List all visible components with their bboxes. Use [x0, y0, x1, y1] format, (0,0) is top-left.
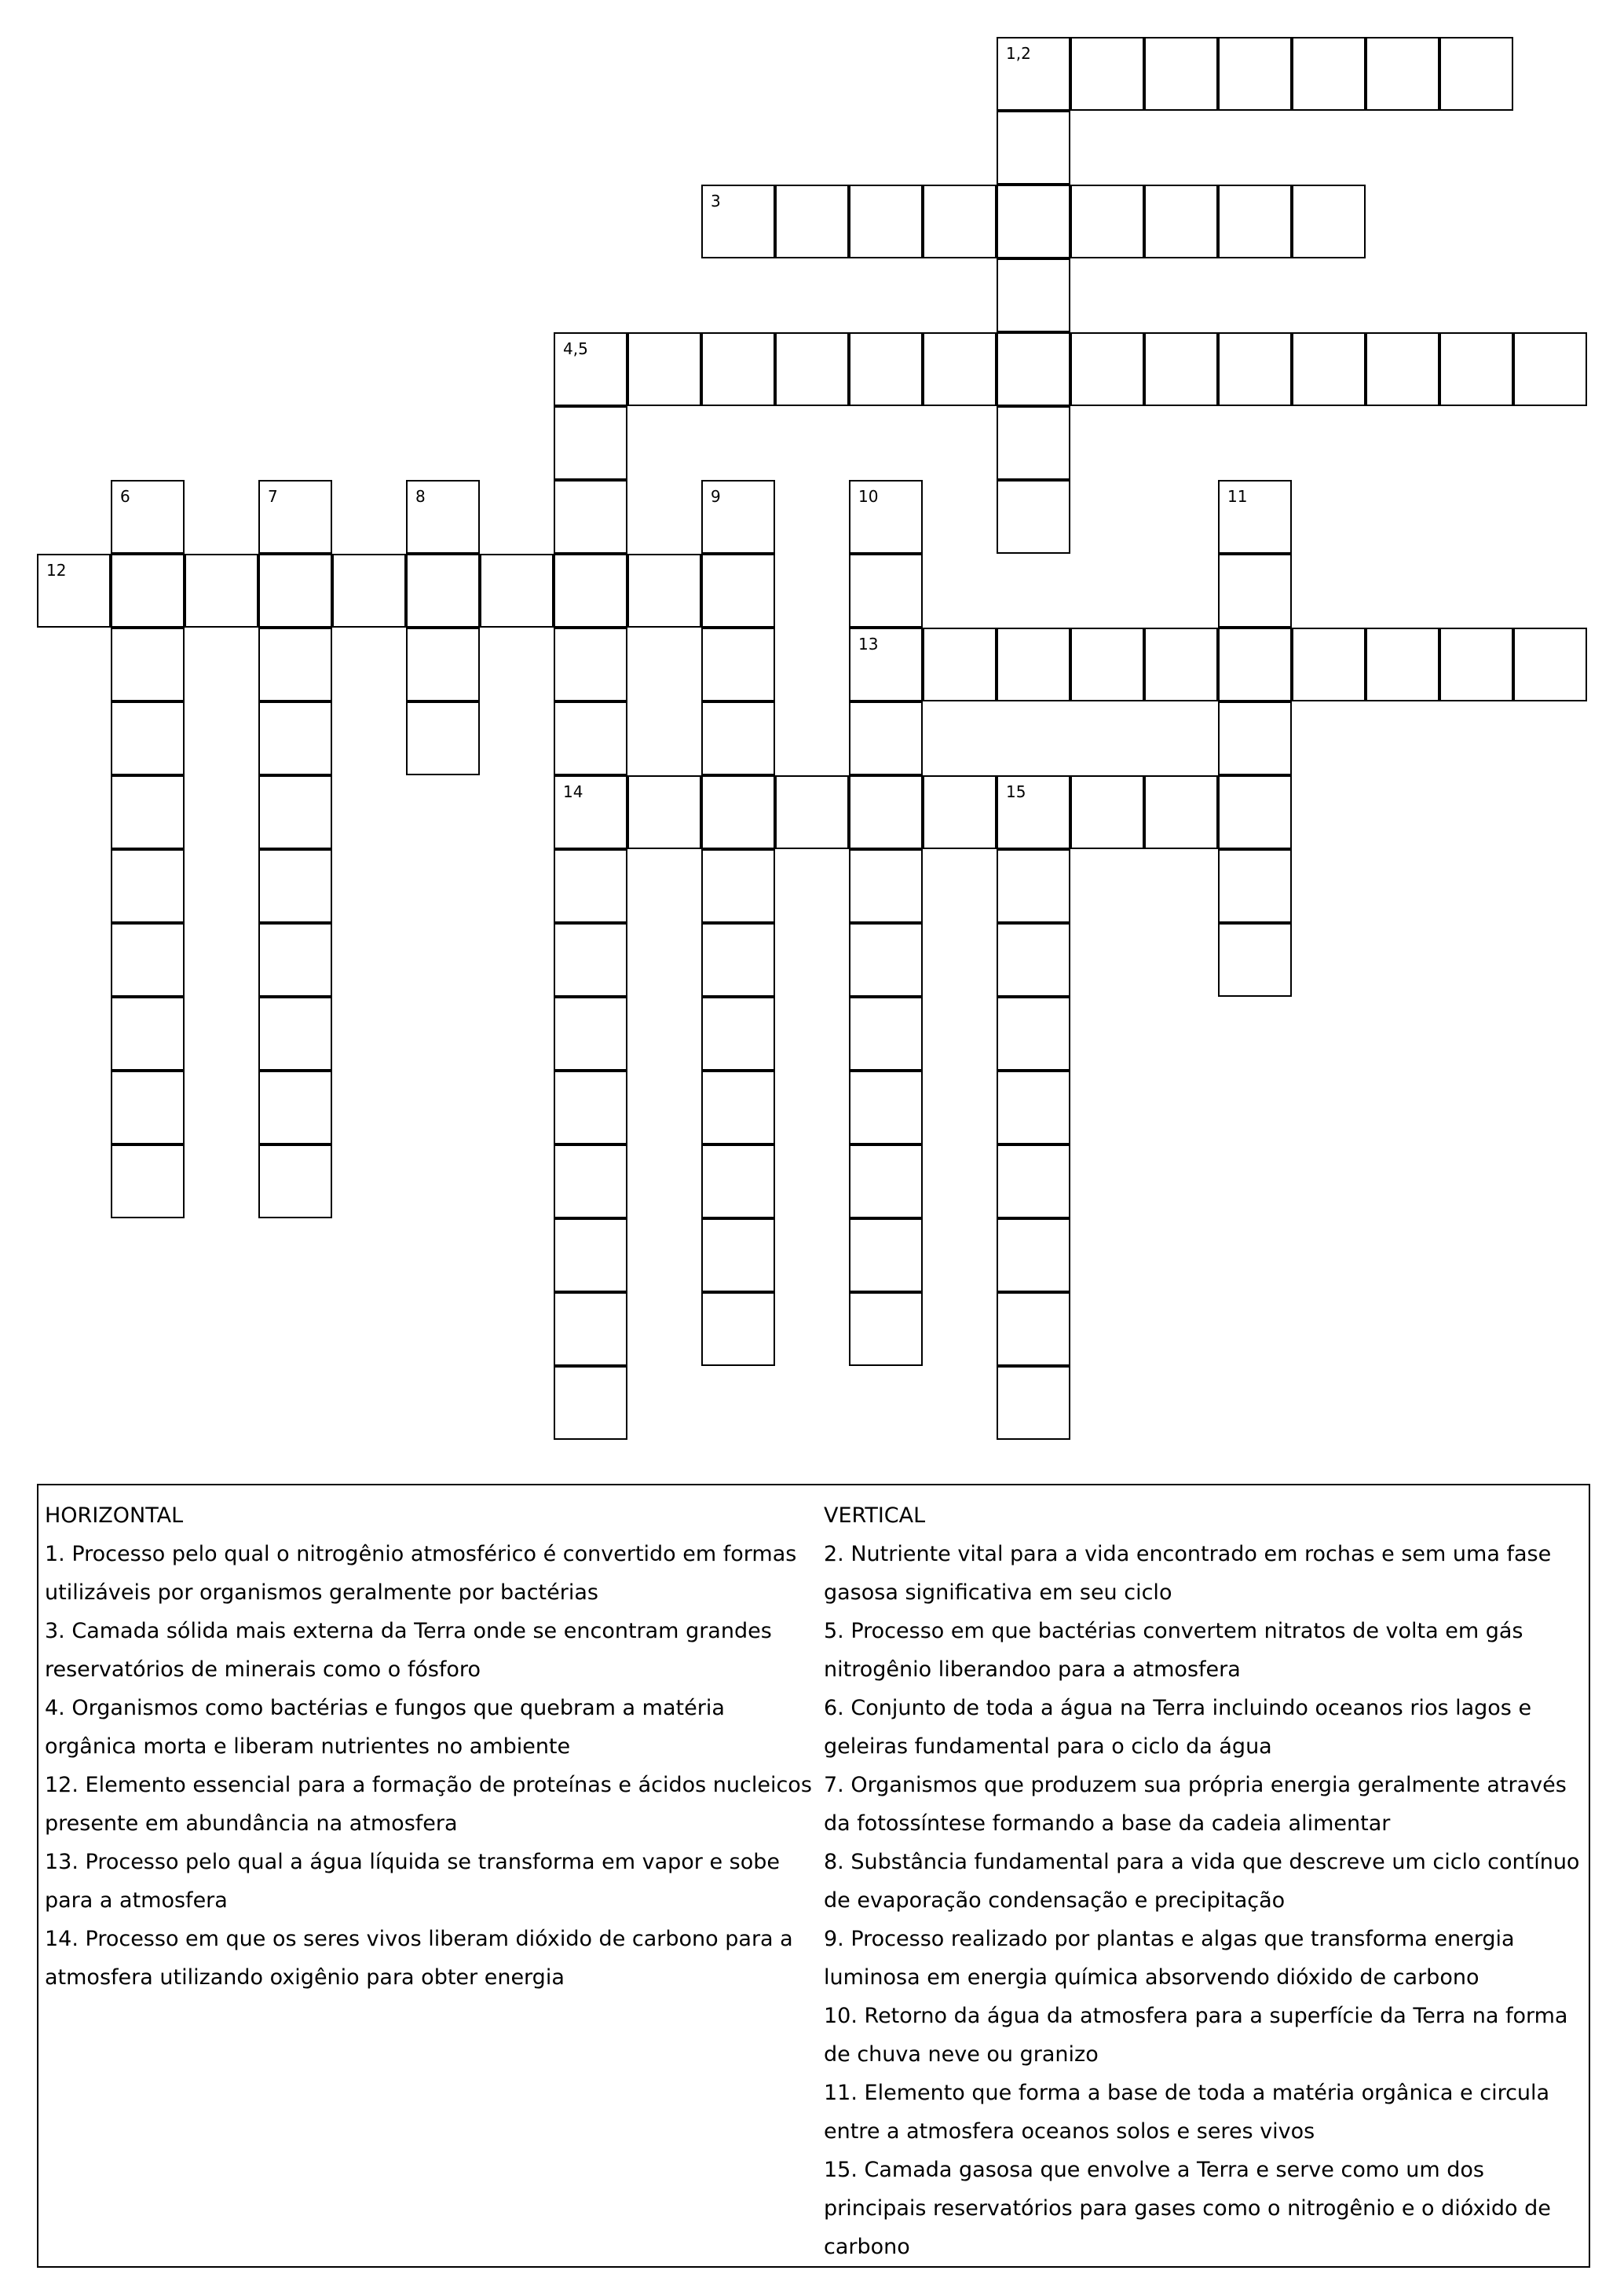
crossword-cell[interactable] — [997, 332, 1070, 406]
crossword-cell[interactable] — [1144, 628, 1218, 701]
crossword-cell[interactable] — [1218, 480, 1292, 554]
crossword-cell[interactable] — [1218, 332, 1292, 406]
crossword-cell[interactable] — [923, 628, 997, 701]
crossword-cell[interactable] — [849, 1071, 923, 1144]
crossword-cell[interactable] — [1070, 185, 1144, 258]
crossword-cell[interactable] — [997, 111, 1070, 185]
crossword-cell[interactable] — [1218, 37, 1292, 111]
crossword-cell[interactable] — [1218, 701, 1292, 775]
crossword-cell[interactable] — [1218, 775, 1292, 849]
crossword-cell[interactable] — [849, 775, 923, 849]
horizontal-title: HORIZONTAL — [45, 1503, 184, 1528]
crossword-cell[interactable] — [1292, 332, 1366, 406]
crossword-cell[interactable] — [1439, 37, 1513, 111]
crossword-cell[interactable] — [1218, 628, 1292, 701]
clue-h-3: 3. Camada sólida mais externa da Terra onde se encontram grandes reservatórios de minerais como o fósforo — [45, 1619, 772, 1682]
crossword-cell[interactable] — [701, 332, 775, 406]
clue-v-6: 6. Conjunto de toda a água na Terra incluindo oceanos rios lagos e geleiras fundamental para o ciclo da água — [824, 1696, 1532, 1759]
crossword-cell[interactable] — [1292, 628, 1366, 701]
crossword-cell[interactable] — [701, 923, 775, 997]
crossword-cell[interactable] — [406, 480, 480, 554]
horizontal-clues — [45, 1496, 822, 1997]
clue-h-14: 14. Processo em que os seres vivos liberam dióxido de carbono para a atmosfera utilizando oxigênio para obter energia — [45, 1927, 793, 1990]
clue-number: 4,5 — [563, 339, 588, 358]
vertical-clues — [824, 1496, 1586, 2266]
vertical-title: VERTICAL — [824, 1503, 926, 1528]
crossword-cell[interactable] — [258, 628, 332, 701]
crossword-cell[interactable] — [554, 628, 627, 701]
crossword-cell[interactable] — [775, 185, 849, 258]
crossword-cell[interactable] — [406, 554, 480, 628]
clue-number: 8 — [415, 487, 426, 506]
crossword-cell[interactable] — [406, 628, 480, 701]
crossword-cell[interactable] — [701, 185, 775, 258]
crossword-cell[interactable] — [258, 480, 332, 554]
crossword-cell[interactable] — [258, 701, 332, 775]
clue-v-8: 8. Substância fundamental para a vida que descreve um ciclo contínuo de evaporação condensação e precipitação — [824, 1850, 1580, 1913]
crossword-cell[interactable] — [997, 923, 1070, 997]
crossword-cell[interactable] — [1218, 849, 1292, 923]
crossword-cell[interactable] — [1070, 332, 1144, 406]
crossword-cell[interactable] — [185, 554, 258, 628]
crossword-cell[interactable] — [923, 185, 997, 258]
crossword-cell[interactable] — [775, 775, 849, 849]
crossword-cell[interactable] — [997, 480, 1070, 554]
clue-h-1: 1. Processo pelo qual o nitrogênio atmosférico é convertido em formas utilizáveis por organismos geralmente por bactérias — [45, 1542, 797, 1605]
crossword-cell[interactable] — [701, 480, 775, 554]
crossword-cell[interactable] — [111, 701, 185, 775]
crossword-cell[interactable] — [997, 1218, 1070, 1292]
crossword-cell[interactable] — [258, 554, 332, 628]
clue-number: 1,2 — [1006, 44, 1031, 63]
crossword-cell[interactable] — [111, 628, 185, 701]
clue-v-15: 15. Camada gasosa que envolve a Terra e serve como um dos principais reservatórios para gases como o nitrogênio e o dióxido de carbono — [824, 2158, 1551, 2259]
crossword-cell[interactable] — [111, 554, 185, 628]
clue-number: 6 — [120, 487, 130, 506]
crossword-cell[interactable] — [923, 332, 997, 406]
crossword-cell[interactable] — [1366, 628, 1439, 701]
clue-v-11: 11. Elemento que forma a base de toda a matéria orgânica e circula entre a atmosfera oceanos solos e seres vivos — [824, 2081, 1550, 2144]
clue-v-5: 5. Processo em que bactérias convertem nitratos de volta em gás nitrogênio liberandoo para a atmosfera — [824, 1619, 1523, 1682]
crossword-cell[interactable] — [111, 923, 185, 997]
crossword-cell[interactable] — [849, 332, 923, 406]
crossword-cell[interactable] — [554, 997, 627, 1071]
clues-box — [37, 1484, 1590, 2268]
crossword-cell[interactable] — [627, 775, 701, 849]
crossword-cell[interactable] — [997, 37, 1070, 111]
clue-number: 12 — [46, 561, 67, 580]
crossword-cell[interactable] — [997, 185, 1070, 258]
crossword-cell[interactable] — [1144, 37, 1218, 111]
clue-number: 10 — [858, 487, 879, 506]
crossword-cell[interactable] — [258, 849, 332, 923]
crossword-cell[interactable] — [554, 332, 627, 406]
crossword-cell[interactable] — [701, 1071, 775, 1144]
crossword-cell[interactable] — [1513, 332, 1587, 406]
crossword-cell[interactable] — [111, 1071, 185, 1144]
crossword-cell[interactable] — [1144, 332, 1218, 406]
clue-v-10: 10. Retorno da água da atmosfera para a superfície da Terra na forma de chuva neve ou granizo — [824, 2004, 1568, 2067]
crossword-cell[interactable] — [701, 1292, 775, 1366]
crossword-cell[interactable] — [849, 185, 923, 258]
crossword-cell[interactable] — [1218, 185, 1292, 258]
crossword-cell[interactable] — [111, 997, 185, 1071]
crossword-cell[interactable] — [849, 554, 923, 628]
crossword-cell[interactable] — [849, 480, 923, 554]
clue-number: 7 — [268, 487, 278, 506]
clue-h-13: 13. Processo pelo qual a água líquida se transforma em vapor e sobe para a atmosfera — [45, 1850, 780, 1913]
crossword-cell[interactable] — [1070, 628, 1144, 701]
clue-number: 15 — [1006, 782, 1026, 801]
crossword-cell[interactable] — [1292, 185, 1366, 258]
crossword-cell[interactable] — [37, 554, 111, 628]
crossword-cell[interactable] — [997, 406, 1070, 480]
crossword-cell[interactable] — [701, 628, 775, 701]
crossword-cell[interactable] — [849, 1144, 923, 1218]
crossword-cell[interactable] — [849, 1292, 923, 1366]
crossword-cell[interactable] — [554, 1071, 627, 1144]
crossword-cell[interactable] — [849, 628, 923, 701]
crossword-cell[interactable] — [1366, 37, 1439, 111]
crossword-cell[interactable] — [406, 701, 480, 775]
crossword-cell[interactable] — [849, 923, 923, 997]
crossword-cell[interactable] — [1218, 554, 1292, 628]
crossword-cell[interactable] — [258, 923, 332, 997]
crossword-cell[interactable] — [554, 406, 627, 480]
crossword-cell[interactable] — [554, 1218, 627, 1292]
crossword-cell[interactable] — [1513, 628, 1587, 701]
clue-number: 3 — [711, 192, 721, 211]
crossword-cell[interactable] — [997, 997, 1070, 1071]
clue-v-2: 2. Nutriente vital para a vida encontrado em rochas e sem uma fase gasosa significativa em seu ciclo — [824, 1542, 1552, 1605]
crossword-cell[interactable] — [627, 554, 701, 628]
crossword-cell[interactable] — [554, 1366, 627, 1440]
crossword-cell[interactable] — [997, 849, 1070, 923]
crossword-cell[interactable] — [332, 554, 406, 628]
crossword-cell[interactable] — [997, 1292, 1070, 1366]
crossword-cell[interactable] — [701, 1218, 775, 1292]
crossword-cell[interactable] — [1070, 37, 1144, 111]
crossword-cell[interactable] — [554, 849, 627, 923]
clue-h-12: 12. Elemento essencial para a formação de proteínas e ácidos nucleicos presente em abundância na atmosfera — [45, 1773, 812, 1836]
crossword-cell[interactable] — [1439, 332, 1513, 406]
crossword-cell[interactable] — [997, 258, 1070, 332]
crossword-cell[interactable] — [258, 997, 332, 1071]
crossword-cell[interactable] — [554, 701, 627, 775]
crossword-cell[interactable] — [1144, 775, 1218, 849]
crossword-cell[interactable] — [111, 480, 185, 554]
crossword-cell[interactable] — [849, 701, 923, 775]
crossword-cell[interactable] — [1218, 923, 1292, 997]
crossword-cell[interactable] — [554, 775, 627, 849]
crossword-cell[interactable] — [701, 554, 775, 628]
crossword-cell[interactable] — [627, 332, 701, 406]
clue-number: 13 — [858, 635, 879, 654]
crossword-cell[interactable] — [1292, 37, 1366, 111]
crossword-cell[interactable] — [849, 997, 923, 1071]
clue-number: 14 — [563, 782, 583, 801]
crossword-cell[interactable] — [258, 775, 332, 849]
crossword-cell[interactable] — [111, 849, 185, 923]
crossword-cell[interactable] — [1439, 628, 1513, 701]
clue-v-7: 7. Organismos que produzem sua própria energia geralmente através da fotossíntese formando a base da cadeia alimentar — [824, 1773, 1567, 1836]
crossword-cell[interactable] — [554, 923, 627, 997]
crossword-cell[interactable] — [701, 997, 775, 1071]
crossword-cell[interactable] — [480, 554, 554, 628]
crossword-cell[interactable] — [554, 480, 627, 554]
crossword-cell[interactable] — [258, 1071, 332, 1144]
crossword-cell[interactable] — [997, 775, 1070, 849]
crossword-cell[interactable] — [701, 701, 775, 775]
crossword-cell[interactable] — [1144, 185, 1218, 258]
crossword-cell[interactable] — [554, 1144, 627, 1218]
crossword-cell[interactable] — [775, 332, 849, 406]
crossword-cell[interactable] — [997, 1366, 1070, 1440]
crossword-cell[interactable] — [849, 849, 923, 923]
crossword-cell[interactable] — [554, 554, 627, 628]
crossword-cell[interactable] — [701, 849, 775, 923]
clue-h-4: 4. Organismos como bactérias e fungos que quebram a matéria orgânica morta e liberam nutrientes no ambiente — [45, 1696, 725, 1759]
clue-number: 9 — [711, 487, 721, 506]
crossword-cell[interactable] — [997, 1071, 1070, 1144]
crossword-cell[interactable] — [554, 1292, 627, 1366]
clue-v-9: 9. Processo realizado por plantas e algas que transforma energia luminosa em energia química absorvendo dióxido de carbono — [824, 1927, 1515, 1990]
crossword-cell[interactable] — [997, 1144, 1070, 1218]
crossword-cell[interactable] — [701, 1144, 775, 1218]
crossword-cell[interactable] — [849, 1218, 923, 1292]
crossword-cell[interactable] — [1070, 775, 1144, 849]
crossword-cell[interactable] — [1366, 332, 1439, 406]
clue-number: 11 — [1227, 487, 1248, 506]
crossword-cell[interactable] — [111, 775, 185, 849]
crossword-cell[interactable] — [701, 775, 775, 849]
crossword-cell[interactable] — [923, 775, 997, 849]
crossword-cell[interactable] — [258, 1144, 332, 1218]
crossword-cell[interactable] — [111, 1144, 185, 1218]
crossword-cell[interactable] — [997, 628, 1070, 701]
